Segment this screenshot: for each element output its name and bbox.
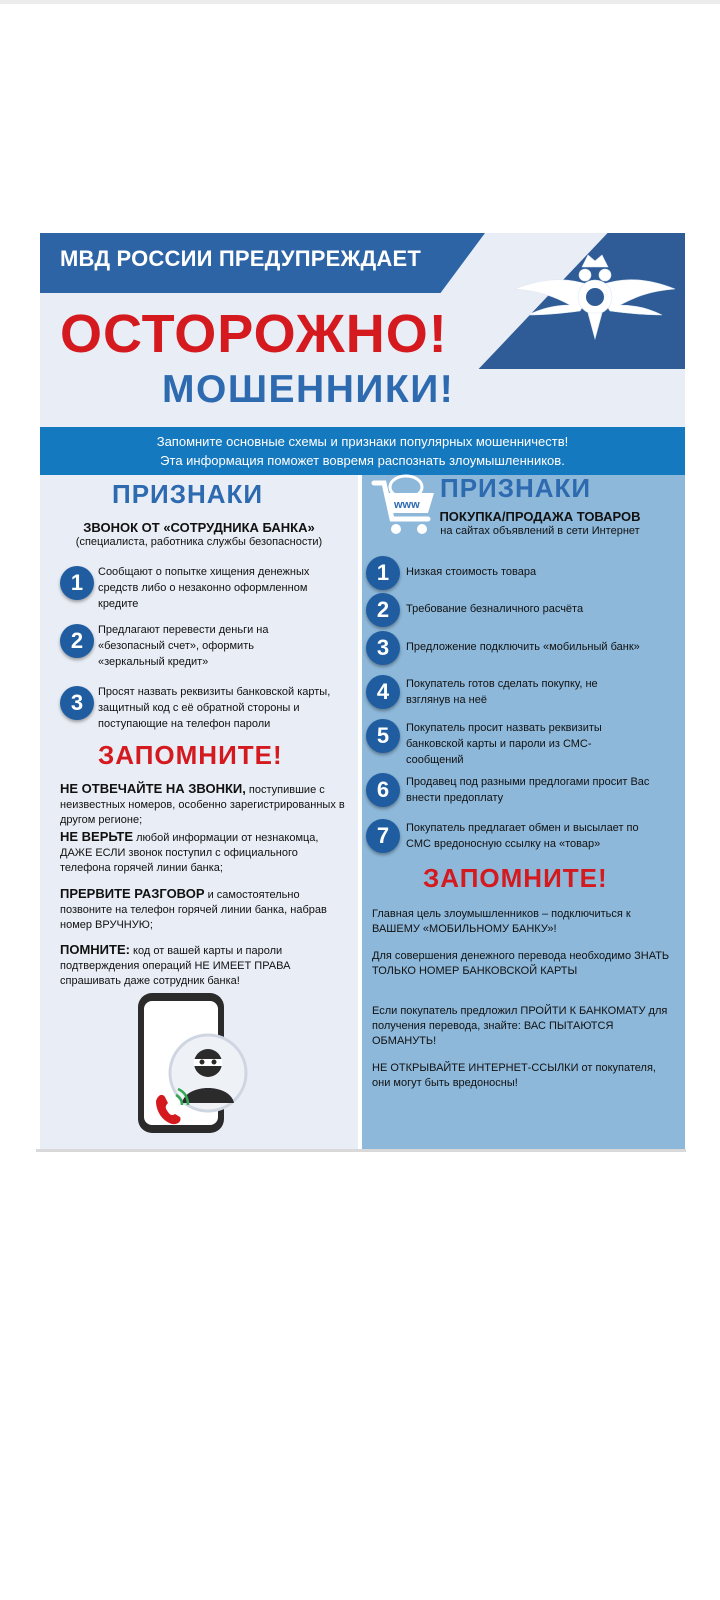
right-number-7: 7 (366, 819, 400, 853)
right-section-title: ПРИЗНАКИ (440, 473, 592, 503)
left-para-4 (60, 942, 350, 989)
right-number-2: 2 (366, 593, 400, 627)
poster-bottom-edge (36, 1149, 686, 1152)
left-para-1 (60, 781, 350, 828)
right-item-6: Продавец под разными предлогами просит Вас внести предоплату (406, 776, 650, 804)
left-number-2: 2 (60, 624, 94, 658)
left-para-3 (60, 886, 350, 933)
left-para-3-text: и самостоятельно позвоните на телефон горячей линии банка, набрав номер ВРУЧНУЮ; (60, 889, 327, 931)
column-divider (358, 475, 362, 1149)
mvd-eagle-emblem-icon (510, 247, 680, 347)
right-para-1: Главная цель злоумышленников – подключиться к ВАШЕМУ «МОБИЛЬНОМУ БАНКУ»! (372, 908, 631, 935)
left-note: (специалиста, работника службы безопасности) (75, 536, 323, 548)
left-para-2-bold: НЕ ВЕРЬТЕ (60, 829, 134, 844)
right-para-3: Если покупатель предложил ПРОЙТИ К БАНКОМАТУ для получения перевода, знайте: ВАС ПЫТАЮТСЯ ОБМАНУТЬ! (372, 1005, 668, 1047)
right-para-2: Для совершения денежного перевода необходимо ЗНАТЬ ТОЛЬКО НОМЕР БАНКОВСКОЙ КАРТЫ (372, 950, 670, 977)
right-note: на сайтах объявлений в сети Интернет (440, 525, 640, 537)
left-para-4-bold: ПОМНИТЕ: (60, 942, 130, 957)
right-number-1: 1 (366, 556, 400, 590)
left-para-3-bold: ПРЕРВИТЕ РАЗГОВОР (60, 886, 205, 901)
right-item-3: Предложение подключить «мобильный банк» (406, 641, 640, 653)
strip-text: МВД РОССИИ ПРЕДУПРЕЖДАЕТ (60, 246, 422, 271)
left-item-1: Сообщают о попытке хищения денежных средств либо о незаконно оформленном кредите (98, 566, 310, 610)
right-number-4: 4 (366, 675, 400, 709)
right-subtitle: ПОКУПКА/ПРОДАЖА ТОВАРОВ (439, 509, 641, 524)
right-item-2: Требование безналичного расчёта (406, 603, 584, 615)
right-item-1: Низкая стоимость товара (406, 566, 537, 578)
headline-caution: ОСТОРОЖНО! (60, 304, 448, 364)
right-item-5: Покупатель просит назвать реквизиты банковской карты и пароли из СМС-сообщений (406, 722, 602, 766)
right-number-5: 5 (366, 719, 400, 753)
left-para-1-text: поступившие с неизвестных номеров, особенно зарегистрированных в другом регионе; (60, 784, 345, 826)
left-para-2-text: любой информации от незнакомца, ДАЖЕ ЕСЛИ звонок поступил с официального телефона горячей линии банка; (60, 832, 319, 874)
left-section-title: ПРИЗНАКИ (112, 479, 264, 509)
left-number-3: 3 (60, 686, 94, 720)
right-number-6: 6 (366, 773, 400, 807)
left-item-2: Предлагают перевести деньги на «безопасный счет», оформить «зеркальный кредит» (98, 624, 269, 668)
left-remember-title: ЗАПОМНИТЕ! (98, 740, 283, 770)
info-band (40, 427, 685, 475)
left-para-1-bold: НЕ ОТВЕЧАЙТЕ НА ЗВОНКИ, (60, 781, 246, 796)
right-number-3: 3 (366, 631, 400, 665)
right-remember-title: ЗАПОМНИТЕ! (423, 863, 608, 893)
left-para-4-text: код от вашей карты и пароли подтверждения операций НЕ ИМЕЕТ ПРАВА спрашивать даже сотрудник банка! (60, 945, 291, 987)
headline-fraudsters: МОШЕННИКИ! (162, 368, 455, 411)
left-item-3: Просят назвать реквизиты банковской карты, защитный код с её обратной стороны и поступающие на телефон пароли (98, 686, 331, 730)
left-subtitle: ЗВОНОК ОТ «СОТРУДНИКА БАНКА» (83, 520, 315, 535)
left-number-1: 1 (60, 566, 94, 600)
right-para-4: НЕ ОТКРЫВАЙТЕ ИНТЕРНЕТ-ССЫЛКИ от покупателя, они могут быть вредоносны! (372, 1062, 656, 1089)
status-bar-strip (0, 0, 720, 4)
info-line-1: Запомните основные схемы и признаки популярных мошенничеств! (156, 434, 569, 449)
left-para-2 (60, 829, 350, 876)
right-item-4: Покупатель готов сделать покупку, не взглянув на неё (406, 678, 598, 706)
www-label: www (394, 499, 420, 511)
right-item-7: Покупатель предлагает обмен и высылает по СМС вредоносную ссылку на «товар» (406, 822, 639, 850)
info-line-2: Эта информация поможет вовремя распознать злоумышленников. (160, 453, 565, 468)
phone-fraudster-icon (120, 983, 300, 1149)
warning-poster (40, 233, 685, 1149)
